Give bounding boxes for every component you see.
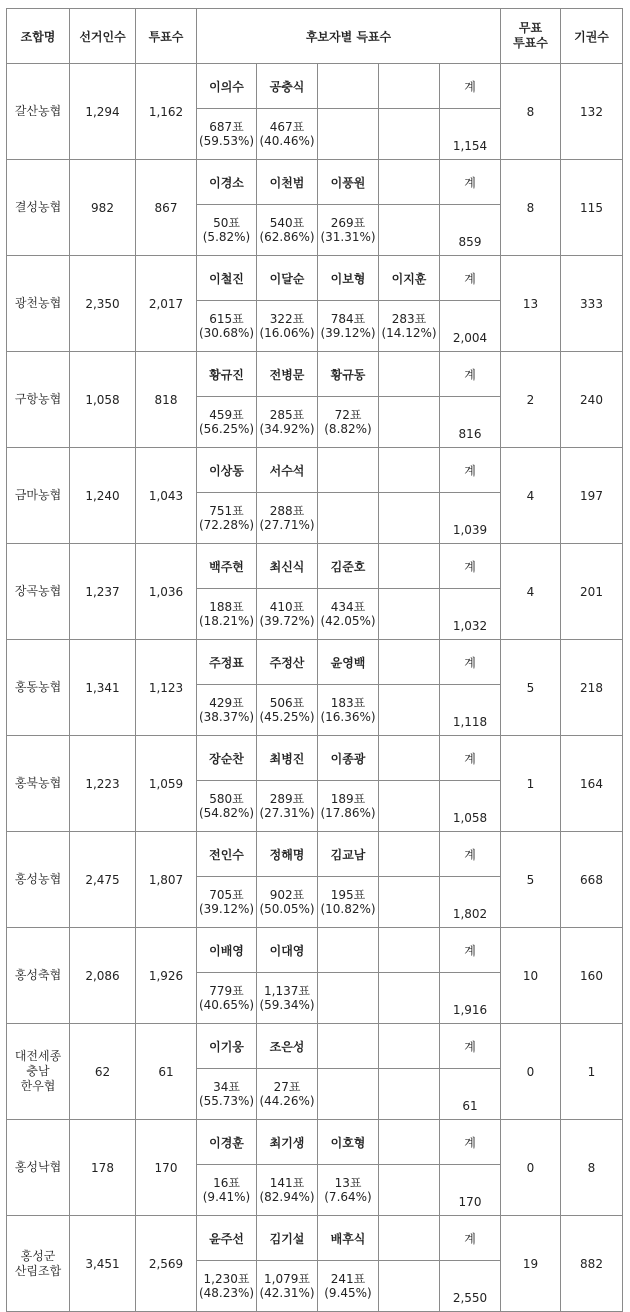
- total-label: 계: [440, 64, 501, 109]
- candidate-votes: 285표 (34.92%): [257, 397, 318, 448]
- electorate-value: 2,086: [70, 928, 136, 1024]
- candidate-name: 이천범: [257, 160, 318, 205]
- candidate-votes: [379, 1261, 440, 1312]
- invalid-value: 8: [501, 64, 561, 160]
- total-label: 계: [440, 832, 501, 877]
- candidate-name: 이의수: [197, 64, 257, 109]
- candidate-votes: 195표 (10.82%): [318, 877, 379, 928]
- electorate-value: 2,350: [70, 256, 136, 352]
- union-name: 홍동농협: [7, 640, 70, 736]
- candidate-name: [318, 928, 379, 973]
- abstain-value: 668: [561, 832, 623, 928]
- abstain-value: 132: [561, 64, 623, 160]
- abstain-value: 164: [561, 736, 623, 832]
- abstain-value: 8: [561, 1120, 623, 1216]
- table-row-candidates: [7, 1216, 623, 1261]
- candidate-votes: 540표 (62.86%): [257, 205, 318, 256]
- electorate-value: 982: [70, 160, 136, 256]
- candidate-votes: 459표 (56.25%): [197, 397, 257, 448]
- candidate-votes: 34표 (55.73%): [197, 1069, 257, 1120]
- electorate-value: 62: [70, 1024, 136, 1120]
- candidate-name: [379, 64, 440, 109]
- candidate-votes: [379, 685, 440, 736]
- candidate-name: [379, 160, 440, 205]
- candidate-votes: 1,079표 (42.31%): [257, 1261, 318, 1312]
- candidate-name: [379, 736, 440, 781]
- table-row-candidates: [7, 736, 623, 781]
- candidate-name: 이지훈: [379, 256, 440, 301]
- candidate-name: [379, 1120, 440, 1165]
- candidate-votes: 902표 (50.05%): [257, 877, 318, 928]
- candidate-name: [379, 1216, 440, 1261]
- candidate-name: [379, 352, 440, 397]
- turnout-value: 867: [136, 160, 197, 256]
- table-row-candidates: [7, 352, 623, 397]
- invalid-value: 0: [501, 1024, 561, 1120]
- invalid-value: 1: [501, 736, 561, 832]
- candidate-votes: 751표 (72.28%): [197, 493, 257, 544]
- candidate-name: 김기설: [257, 1216, 318, 1261]
- invalid-value: 19: [501, 1216, 561, 1312]
- candidate-votes: 615표 (30.68%): [197, 301, 257, 352]
- election-results-table: [6, 8, 623, 1312]
- header-abstain: 기권수: [561, 9, 623, 64]
- candidate-name: [379, 1024, 440, 1069]
- electorate-value: 2,475: [70, 832, 136, 928]
- header-turnout: 투표수: [136, 9, 197, 64]
- turnout-value: 1,807: [136, 832, 197, 928]
- invalid-value: 4: [501, 544, 561, 640]
- candidate-votes: 289표 (27.31%): [257, 781, 318, 832]
- candidate-name: 황규동: [318, 352, 379, 397]
- invalid-value: 8: [501, 160, 561, 256]
- candidate-name: 서수석: [257, 448, 318, 493]
- total-label: 계: [440, 1216, 501, 1261]
- invalid-value: 5: [501, 640, 561, 736]
- candidate-votes: 16표 (9.41%): [197, 1165, 257, 1216]
- abstain-value: 218: [561, 640, 623, 736]
- candidate-name: 이풍원: [318, 160, 379, 205]
- table-row-candidates: [7, 928, 623, 973]
- abstain-value: 882: [561, 1216, 623, 1312]
- invalid-value: 13: [501, 256, 561, 352]
- turnout-value: 61: [136, 1024, 197, 1120]
- candidate-votes: [379, 973, 440, 1024]
- electorate-value: 1,294: [70, 64, 136, 160]
- abstain-value: 115: [561, 160, 623, 256]
- union-name: 홍성축협: [7, 928, 70, 1024]
- candidate-votes: [379, 109, 440, 160]
- candidate-votes: 506표 (45.25%): [257, 685, 318, 736]
- table-row-candidates: [7, 640, 623, 685]
- candidate-votes: [318, 973, 379, 1024]
- electorate-value: 1,341: [70, 640, 136, 736]
- table-row-candidates: [7, 544, 623, 589]
- candidate-votes: 50표 (5.82%): [197, 205, 257, 256]
- candidate-name: 최기생: [257, 1120, 318, 1165]
- electorate-value: 1,223: [70, 736, 136, 832]
- candidate-votes: 1,230표 (48.23%): [197, 1261, 257, 1312]
- table-row-candidates: [7, 256, 623, 301]
- union-name: 대전세종 충남 한우협: [7, 1024, 70, 1120]
- table-row-candidates: [7, 448, 623, 493]
- union-name: 홍성군 산림조합: [7, 1216, 70, 1312]
- candidate-name: 이경소: [197, 160, 257, 205]
- total-value: 2,004: [440, 301, 501, 352]
- candidate-votes: [379, 205, 440, 256]
- candidate-votes: [379, 493, 440, 544]
- candidate-votes: 779표 (40.65%): [197, 973, 257, 1024]
- electorate-value: 1,237: [70, 544, 136, 640]
- candidate-name: 이기웅: [197, 1024, 257, 1069]
- union-name: 광천농협: [7, 256, 70, 352]
- electorate-value: 178: [70, 1120, 136, 1216]
- candidate-name: 이보형: [318, 256, 379, 301]
- candidate-votes: [379, 397, 440, 448]
- header-candidate-votes: 후보자별 득표수: [197, 9, 501, 64]
- total-value: 170: [440, 1165, 501, 1216]
- candidate-votes: [379, 877, 440, 928]
- invalid-value: 4: [501, 448, 561, 544]
- candidate-votes: 283표 (14.12%): [379, 301, 440, 352]
- total-value: 2,550: [440, 1261, 501, 1312]
- turnout-value: 170: [136, 1120, 197, 1216]
- candidate-name: 이대영: [257, 928, 318, 973]
- candidate-votes: 141표 (82.94%): [257, 1165, 318, 1216]
- candidate-votes: [379, 589, 440, 640]
- candidate-votes: 429표 (38.37%): [197, 685, 257, 736]
- candidate-votes: 188표 (18.21%): [197, 589, 257, 640]
- candidate-name: 장순찬: [197, 736, 257, 781]
- candidate-votes: [379, 1165, 440, 1216]
- header-union: 조합명: [7, 9, 70, 64]
- total-label: 계: [440, 544, 501, 589]
- candidate-name: 조은성: [257, 1024, 318, 1069]
- total-label: 계: [440, 928, 501, 973]
- candidate-votes: 183표 (16.36%): [318, 685, 379, 736]
- candidate-votes: 189표 (17.86%): [318, 781, 379, 832]
- table-body: [7, 64, 623, 1312]
- total-label: 계: [440, 160, 501, 205]
- turnout-value: 1,926: [136, 928, 197, 1024]
- turnout-value: 1,036: [136, 544, 197, 640]
- candidate-name: 최병진: [257, 736, 318, 781]
- abstain-value: 333: [561, 256, 623, 352]
- candidate-votes: [318, 1069, 379, 1120]
- candidate-name: [318, 1024, 379, 1069]
- candidate-votes: 687표 (59.53%): [197, 109, 257, 160]
- candidate-name: 백주현: [197, 544, 257, 589]
- turnout-value: 1,123: [136, 640, 197, 736]
- total-label: 계: [440, 1024, 501, 1069]
- union-name: 구항농협: [7, 352, 70, 448]
- union-name: 홍성농협: [7, 832, 70, 928]
- total-value: 1,039: [440, 493, 501, 544]
- union-name: 홍북농협: [7, 736, 70, 832]
- invalid-value: 5: [501, 832, 561, 928]
- union-name: 홍성낙협: [7, 1120, 70, 1216]
- total-label: 계: [440, 448, 501, 493]
- electorate-value: 3,451: [70, 1216, 136, 1312]
- total-value: 1,916: [440, 973, 501, 1024]
- candidate-name: 주정산: [257, 640, 318, 685]
- invalid-value: 2: [501, 352, 561, 448]
- candidate-votes: [318, 109, 379, 160]
- candidate-votes: 705표 (39.12%): [197, 877, 257, 928]
- candidate-name: 전병문: [257, 352, 318, 397]
- candidate-name: 전인수: [197, 832, 257, 877]
- candidate-name: 이경훈: [197, 1120, 257, 1165]
- union-name: 갈산농협: [7, 64, 70, 160]
- candidate-name: 주정표: [197, 640, 257, 685]
- total-label: 계: [440, 736, 501, 781]
- table-row-candidates: [7, 64, 623, 109]
- candidate-name: 김교남: [318, 832, 379, 877]
- union-name: 금마농협: [7, 448, 70, 544]
- candidate-name: [379, 832, 440, 877]
- candidate-votes: 269표 (31.31%): [318, 205, 379, 256]
- table-row-candidates: [7, 160, 623, 205]
- candidate-votes: [379, 781, 440, 832]
- candidate-name: [318, 448, 379, 493]
- union-name: 장곡농협: [7, 544, 70, 640]
- candidate-votes: 784표 (39.12%): [318, 301, 379, 352]
- turnout-value: 2,017: [136, 256, 197, 352]
- candidate-votes: 288표 (27.71%): [257, 493, 318, 544]
- union-name: 결성농협: [7, 160, 70, 256]
- total-value: 816: [440, 397, 501, 448]
- abstain-value: 197: [561, 448, 623, 544]
- candidate-name: 이달순: [257, 256, 318, 301]
- candidate-votes: 322표 (16.06%): [257, 301, 318, 352]
- header-row: [7, 9, 623, 64]
- electorate-value: 1,240: [70, 448, 136, 544]
- total-label: 계: [440, 640, 501, 685]
- candidate-votes: [379, 1069, 440, 1120]
- candidate-name: 정해명: [257, 832, 318, 877]
- candidate-votes: 13표 (7.64%): [318, 1165, 379, 1216]
- candidate-name: 이호형: [318, 1120, 379, 1165]
- table-row-candidates: [7, 1024, 623, 1069]
- header-invalid: 무표 투표수: [501, 9, 561, 64]
- total-value: 859: [440, 205, 501, 256]
- candidate-votes: [318, 493, 379, 544]
- table-row-candidates: [7, 1120, 623, 1165]
- candidate-votes: 434표 (42.05%): [318, 589, 379, 640]
- total-value: 1,058: [440, 781, 501, 832]
- turnout-value: 1,059: [136, 736, 197, 832]
- abstain-value: 160: [561, 928, 623, 1024]
- table-row-candidates: [7, 832, 623, 877]
- electorate-value: 1,058: [70, 352, 136, 448]
- candidate-name: 윤주선: [197, 1216, 257, 1261]
- total-label: 계: [440, 1120, 501, 1165]
- candidate-votes: 27표 (44.26%): [257, 1069, 318, 1120]
- candidate-votes: 410표 (39.72%): [257, 589, 318, 640]
- candidate-name: 황규진: [197, 352, 257, 397]
- candidate-votes: 467표 (40.46%): [257, 109, 318, 160]
- candidate-name: [379, 544, 440, 589]
- candidate-name: 이철진: [197, 256, 257, 301]
- candidate-name: [379, 928, 440, 973]
- candidate-name: [379, 448, 440, 493]
- candidate-votes: 1,137표 (59.34%): [257, 973, 318, 1024]
- invalid-value: 0: [501, 1120, 561, 1216]
- header-electorate: 선거인수: [70, 9, 136, 64]
- candidate-name: 공충식: [257, 64, 318, 109]
- total-label: 계: [440, 352, 501, 397]
- candidate-votes: 241표 (9.45%): [318, 1261, 379, 1312]
- candidate-name: 이배영: [197, 928, 257, 973]
- candidate-name: 배후식: [318, 1216, 379, 1261]
- total-value: 61: [440, 1069, 501, 1120]
- candidate-votes: 580표 (54.82%): [197, 781, 257, 832]
- candidate-name: [318, 64, 379, 109]
- turnout-value: 1,043: [136, 448, 197, 544]
- candidate-name: 최신식: [257, 544, 318, 589]
- candidate-name: 윤영백: [318, 640, 379, 685]
- candidate-name: 이상동: [197, 448, 257, 493]
- total-value: 1,154: [440, 109, 501, 160]
- total-value: 1,032: [440, 589, 501, 640]
- total-label: 계: [440, 256, 501, 301]
- candidate-name: [379, 640, 440, 685]
- turnout-value: 1,162: [136, 64, 197, 160]
- abstain-value: 240: [561, 352, 623, 448]
- total-value: 1,802: [440, 877, 501, 928]
- turnout-value: 2,569: [136, 1216, 197, 1312]
- turnout-value: 818: [136, 352, 197, 448]
- candidate-name: 이종광: [318, 736, 379, 781]
- abstain-value: 201: [561, 544, 623, 640]
- abstain-value: 1: [561, 1024, 623, 1120]
- candidate-votes: 72표 (8.82%): [318, 397, 379, 448]
- invalid-value: 10: [501, 928, 561, 1024]
- total-value: 1,118: [440, 685, 501, 736]
- candidate-name: 김준호: [318, 544, 379, 589]
